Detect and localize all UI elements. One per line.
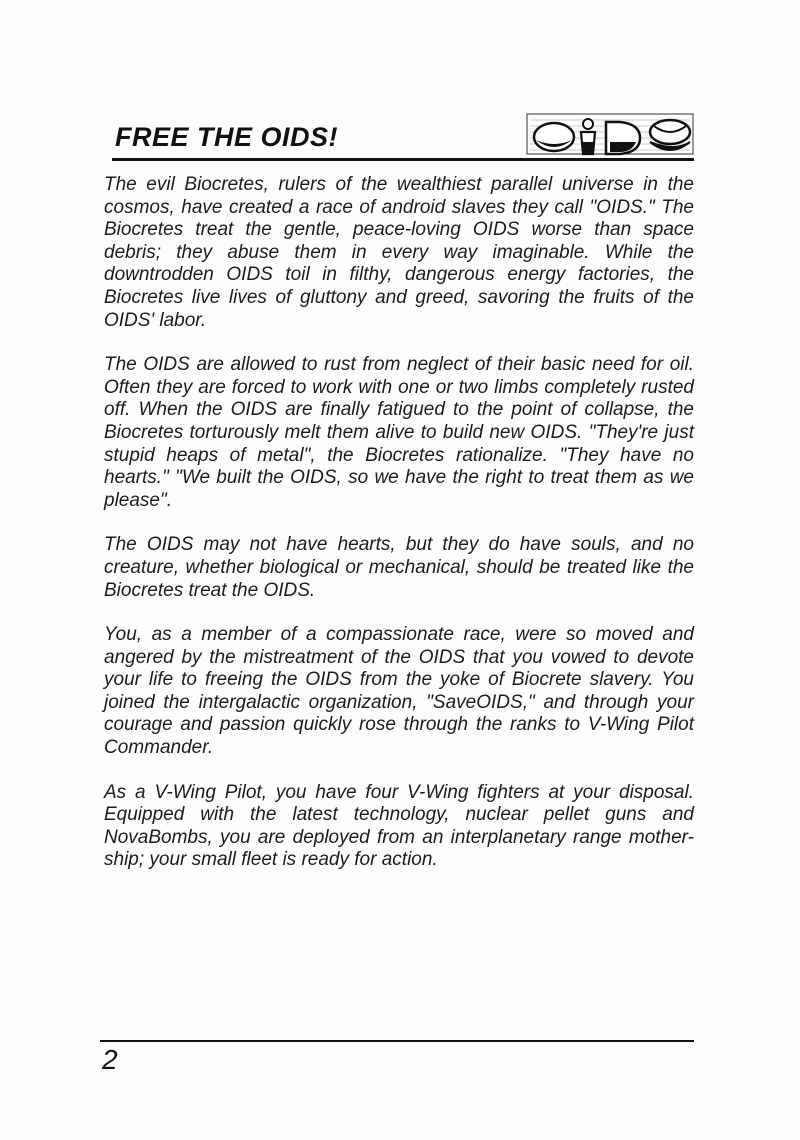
page-number: 2 — [102, 1044, 118, 1075]
paragraph-5: As a V-Wing Pilot, you have four V-Wing fighters at your disposal. Equipped with the latest technology, nuclear pellet guns and NovaBombs, you are deployed from an interplanetary range mother-ship; your small fleet is ready for action. — [104, 781, 694, 871]
paragraph-1: The evil Biocretes, rulers of the wealthiest parallel universe in the cosmos, have created a race of android slaves they call "OIDS." The Biocretes treat the gentle, peace-loving OIDS worse than space debris; they abuse them in every way imaginable. While the downtrodden OIDS toil in filthy, dangerous energy factories, the Biocretes live lives of gluttony and greed, savoring the fruits of the OIDS' labor. — [104, 174, 694, 331]
page-heading: FREE THE OIDS! — [115, 122, 339, 152]
paragraph-3: The OIDS may not have hearts, but they do have souls, and no creature, whether biological or mechanical, should be treated like the Biocretes treat the OIDS. — [104, 534, 694, 601]
oids-logo-icon — [526, 112, 696, 158]
paragraph-2: The OIDS are allowed to rust from neglect of their basic need for oil. Often they are forced to work with one or two limbs completely rusted off. When the OIDS are finally fatigued to the point of collapse, the Biocretes torturously melt them alive to build new OIDS. "They're just stupid heaps of metal", the Biocretes rationalize. "They have no hearts." "We built the OIDS, so we have the right to treat them as we please". — [104, 354, 694, 511]
paragraph-4: You, as a member of a compassionate race, were so moved and angered by the mistreatment of the OIDS that you vowed to devote your life to freeing the OIDS from the yoke of Biocrete slavery. You joined the intergalactic organization, "SaveOIDS," and through your courage and passion quickly rose through the ranks to V-Wing Pilot Commander. — [104, 624, 694, 759]
body-text — [104, 174, 694, 894]
footer-rule — [100, 1040, 694, 1042]
heading-rule — [112, 158, 694, 161]
